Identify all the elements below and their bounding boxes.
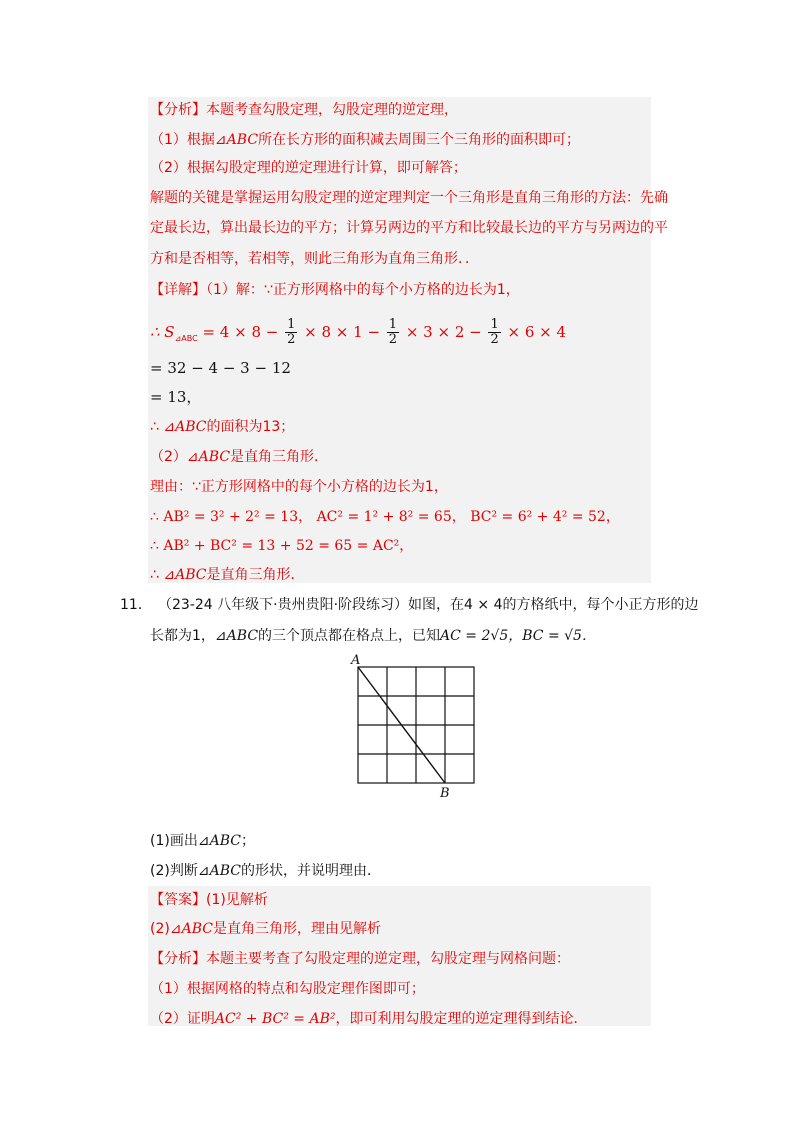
point-a-label: A (351, 653, 361, 668)
subquestion-1: (1)画出⊿ABC； (150, 833, 255, 849)
answer-heading: 【答案】(1)见解析 (150, 892, 268, 908)
area-equation: ∴ $S_{⊿ABC} = 4 \times 8$ − $\frac{1}{2}$ × 8 × 1 − $\frac{1}{2}$ × 3 × 2 − $\frac{1}{2}$ × 6 × 4 (150, 317, 567, 347)
subquestion-2: (2)判断⊿ABC的形状，并说明理由． (150, 863, 381, 879)
grid-lines (358, 667, 474, 783)
pythagoras-check: ∴ AB² + BC² = 13 + 52 = 65 = AC²， (150, 538, 414, 554)
part2-claim: （2）⊿ABC是直角三角形． (150, 449, 329, 465)
analysis2-step-1: （1）根据网格的特点和勾股定理作图即可； (150, 981, 425, 997)
grid-figure (345, 650, 485, 800)
side-squares-equation: ∴ AB² = 3² + 2² = 13， AC² = 1² + 8² = 65， BC² = 6² + 4² = 52， (150, 509, 620, 525)
area-conclusion: ∴ ⊿ABC的面积为13； (150, 419, 295, 435)
analysis2-heading: 【分析】本题主要考查了勾股定理的逆定理，勾股定理与网格问题： (150, 951, 570, 967)
question-number: 11． (120, 597, 152, 613)
analysis-step-1: （1）根据⊿ABC所在长方形的面积减去周围三个三角形的面积即可； (150, 132, 581, 148)
question-text-line-1: （23-24 八年级下·贵州贵阳·阶段练习）如图，在4 × 4的方格纸中，每个小正方形的边 (158, 597, 699, 613)
analysis-key-line-1: 解题的关键是掌握运用勾股定理的逆定理判定一个三角形是直角三角形的方法：先确 (150, 190, 668, 206)
answer-part-2: (2)⊿ABC是直角三角形，理由见解析 (150, 921, 381, 937)
detail-heading: 【详解】（1）解：∵正方形网格中的每个小方格的边长为1， (150, 282, 520, 298)
area-subtraction: = 32 − 4 − 3 − 12 (150, 359, 291, 377)
analysis-key-line-3: 方和是否相等，若相等，则此三角形为直角三角形．． (150, 251, 479, 267)
area-result: = 13， (150, 388, 202, 406)
analysis-step-2: （2）根据勾股定理的逆定理进行计算，即可解答； (150, 160, 467, 176)
analysis-key-line-2: 定最长边，算出最长边的平方；计算另两边的平方和比较最长边的平方与另两边的平 (150, 220, 668, 236)
part2-reason: 理由：∵正方形网格中的每个小方格的边长为1， (150, 479, 448, 495)
final-conclusion: ∴ ⊿ABC是直角三角形． (150, 567, 305, 583)
question-text-line-2: 长都为1，⊿ABC的三个顶点都在格点上，已知AC = 2√5，BC = √5． (150, 628, 596, 644)
point-b-label: B (440, 786, 450, 800)
analysis-heading: 【分析】本题考查勾股定理，勾股定理的逆定理， (150, 102, 458, 118)
analysis2-step-2: （2）证明AC² + BC² = AB²，即可利用勾股定理的逆定理得到结论． (150, 1011, 588, 1027)
